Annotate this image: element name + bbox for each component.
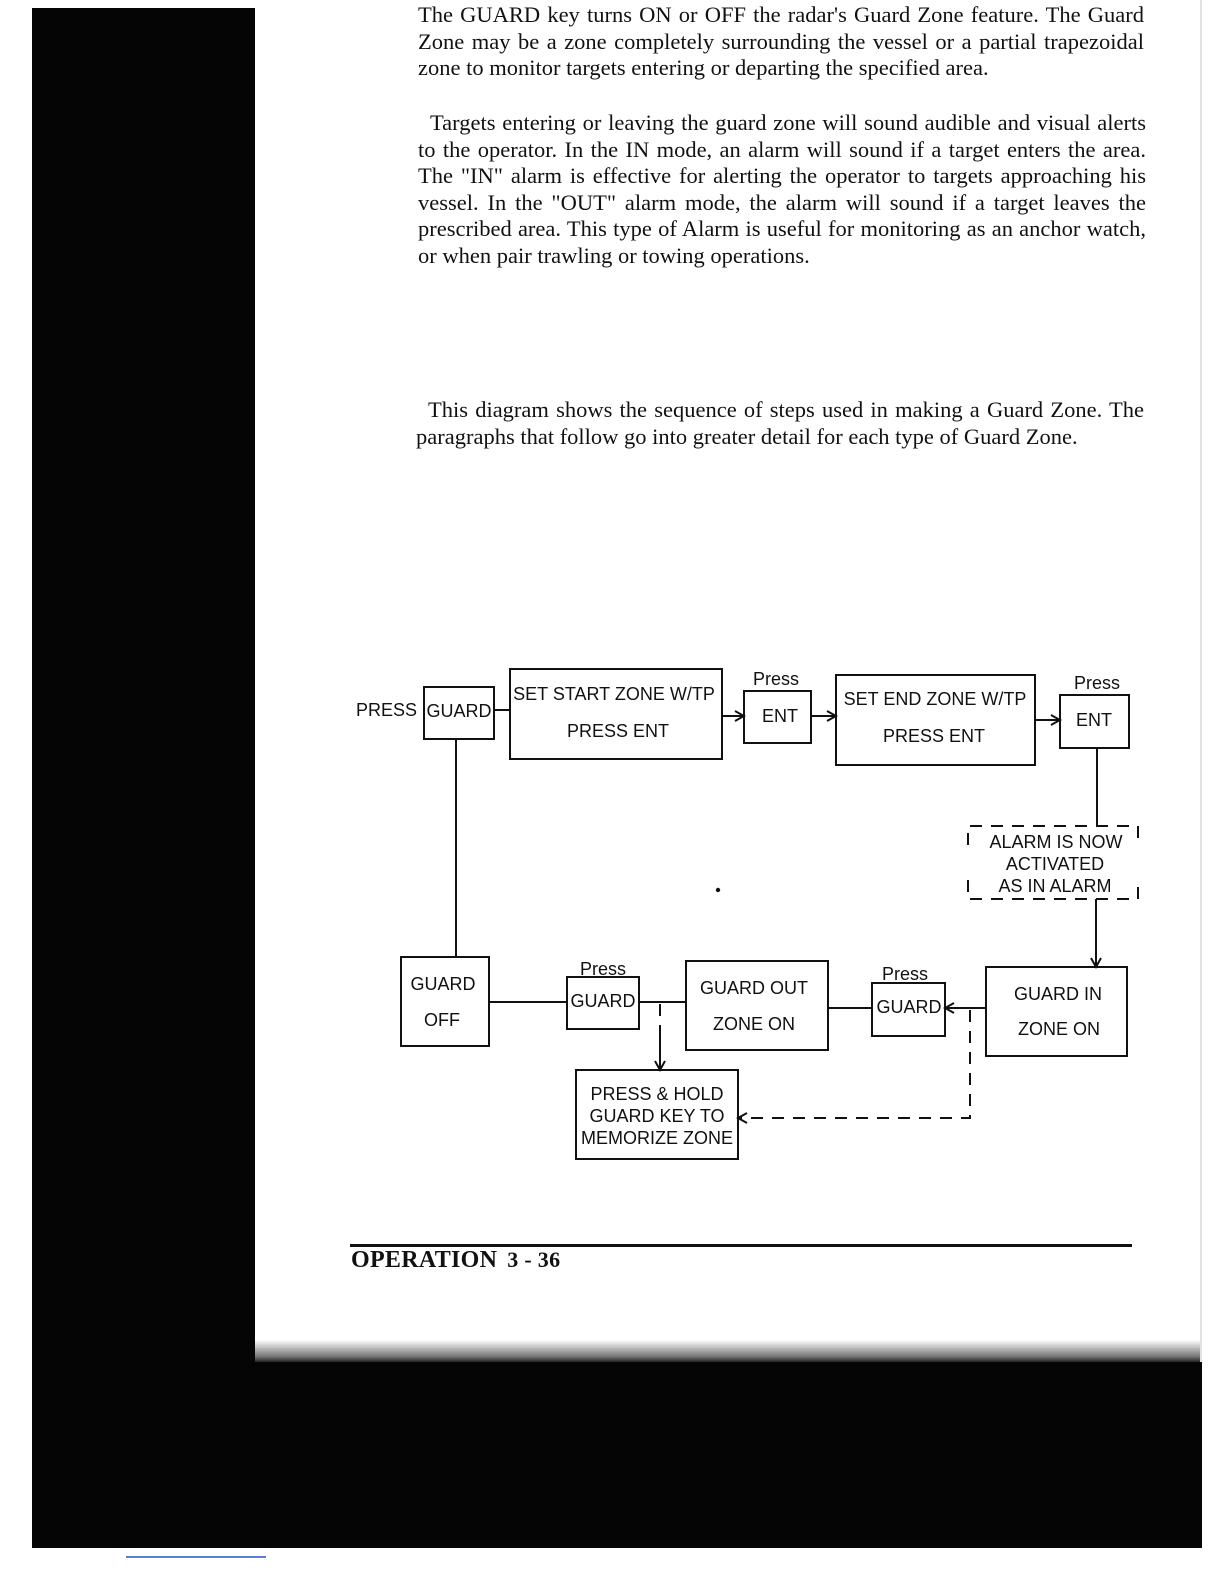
- press-label-ent-2: Press: [1073, 673, 1121, 693]
- press-label-ent-1: Press: [752, 669, 800, 689]
- intro-paragraph: The GUARD key turns ON or OFF the radar's Guard Zone feature. The Guard Zone may be a zone completely surrounding the vessel or a partial trapezoidal zone to monitor targets entering or departing the specified area.: [418, 2, 1144, 80]
- guard-out-zone-line1: GUARD OUT: [700, 978, 808, 998]
- footer-page-number: 3 - 36: [507, 1247, 561, 1272]
- ent-key-label-2: ENT: [1076, 710, 1112, 730]
- set-end-zone-line2: PRESS ENT: [882, 726, 986, 746]
- memorize-zone-line1: PRESS & HOLD: [590, 1084, 724, 1104]
- set-start-zone-line2: PRESS ENT: [566, 721, 670, 741]
- guard-off-line1: GUARD: [410, 974, 476, 994]
- page-footer: [351, 1247, 560, 1274]
- guard-key-label-right: GUARD: [876, 997, 942, 1017]
- guard-out-zone-line2: ZONE ON: [712, 1014, 796, 1034]
- set-start-zone-line1: SET START ZONE W/TP: [513, 684, 715, 704]
- alarm-modes-text: Targets entering or leaving the guard zone will sound audible and visual alerts to the operator. In the IN mode, an alarm will sound if a target enters the area. The "IN" alarm is effective for alerting the operator to targets approaching his vessel. In the "OUT" alarm mode, the alarm will sound if a target leaves the prescribed area. This type of Alarm is useful for monitoring as an anchor watch, or when pair trawling or towing operations.: [418, 110, 1146, 268]
- set-start-zone-box: [510, 669, 722, 759]
- press-label-guard-right: Press: [881, 964, 929, 984]
- set-end-zone-line1: SET END ZONE W/TP: [843, 689, 1027, 709]
- guard-in-zone-line2: ZONE ON: [1017, 1019, 1101, 1039]
- alarm-notice-line3: AS IN ALARM: [998, 876, 1112, 896]
- diagram-intro-text: This diagram shows the sequence of steps used in making a Guard Zone. The paragraphs that follow go into greater detail for each type of Guard Zone.: [416, 397, 1144, 449]
- memorize-zone-line3: MEMORIZE ZONE: [581, 1128, 733, 1148]
- guard-key-label-start: GUARD: [426, 701, 492, 721]
- guard-key-label-left: GUARD: [570, 991, 636, 1011]
- ent-key-label-1: ENT: [762, 706, 798, 726]
- alarm-notice-line1: ALARM IS NOW: [989, 832, 1123, 852]
- press-label-start: PRESS: [356, 700, 418, 720]
- footer-section: OPERATION: [351, 1247, 498, 1273]
- press-label-guard-left: Press: [579, 959, 627, 979]
- guard-out-zone-box: [686, 961, 828, 1050]
- scan-speck: [716, 888, 720, 892]
- guard-off-box: [401, 957, 489, 1046]
- memorize-zone-line2: GUARD KEY TO: [589, 1106, 725, 1126]
- alarm-notice-line2: ACTIVATED: [1005, 854, 1105, 874]
- guard-in-zone-line1: GUARD IN: [1013, 984, 1103, 1004]
- guard-in-zone-box: [986, 967, 1127, 1056]
- guard-off-line2: OFF: [424, 1010, 460, 1030]
